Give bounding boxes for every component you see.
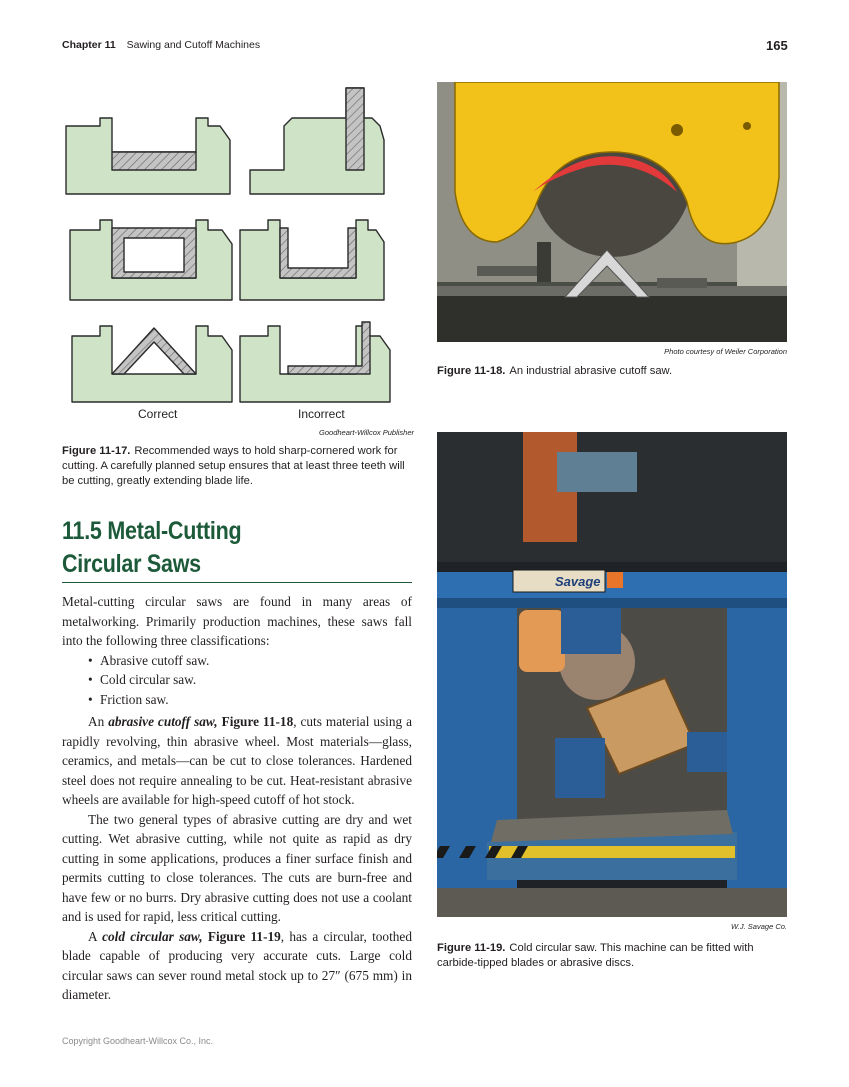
figure-11-18-photo: [437, 82, 787, 342]
section-number: 11.5: [62, 517, 102, 545]
section-title-line1: Metal-Cutting: [107, 517, 242, 545]
incorrect-upright-bar: [250, 88, 384, 194]
section-heading: [62, 515, 363, 581]
term-abrasive-cutoff-saw: abrasive cutoff saw,: [108, 714, 218, 729]
intro-paragraph: Metal-cutting circular saws are found in many areas of metalworking. Primarily production machines, these saws fall into the following three classifications:: [62, 594, 412, 648]
figure-11-19-caption: [437, 941, 789, 971]
copyright-footer: Copyright Goodheart-Willcox Co., Inc.: [62, 1036, 214, 1046]
figure-11-17-caption: [62, 444, 412, 489]
chapter-title: Sawing and Cutoff Machines: [126, 39, 261, 51]
machine-badge: Savage: [555, 574, 601, 589]
paragraph-abrasive: [62, 712, 412, 810]
classification-list: [62, 651, 412, 710]
running-header: [62, 39, 260, 51]
figure-11-17-credit: Goodheart-Willcox Publisher: [319, 428, 414, 437]
figure-ref: Figure 11-18: [221, 714, 294, 729]
text: , cuts material using a rapidly revolving, thin abrasive wheel. Most materials—glass, ceramics, and metals—can be cut to close tolerances. Hardened steel does not require annealing to be cut. Heat-resistant abrasive wheels are available for high-speed cutoff of hot stock.: [62, 714, 412, 807]
page-number: 165: [766, 38, 788, 53]
correct-tube: [70, 220, 232, 300]
paragraph-cold-saw: [62, 927, 412, 1005]
term-cold-circular-saw: cold circular saw,: [102, 928, 203, 944]
figure-11-18-credit: Photo courtesy of Weiler Corporation: [664, 347, 787, 356]
correct-angle: [72, 326, 232, 402]
incorrect-angle: [240, 322, 390, 402]
abrasive-cutoff-saw-image: [437, 82, 787, 342]
section-title-line2: Circular Saws: [62, 550, 201, 578]
caption-text: Cold circular saw. This machine can be fitted with carbide-tipped blades or abrasive discs.: [437, 942, 754, 969]
heading-rule: [62, 582, 412, 583]
incorrect-channel: [240, 220, 384, 300]
figure-ref: Figure 11-19: [207, 928, 281, 944]
vise-holding-diagram: [62, 82, 414, 427]
figure-11-19-credit: W.J. Savage Co.: [731, 922, 787, 931]
caption-label: Figure 11-18.: [437, 365, 506, 377]
text: , has a circular, toothed blade capable of producing very accurate cuts. Large cold circular saws can sever round metal stock up to 27″ (675 mm) in diameter.: [62, 928, 412, 1002]
body-text: [62, 592, 412, 1005]
label-correct: Correct: [138, 407, 178, 421]
list-item: • Abrasive cutoff saw.: [100, 651, 412, 671]
figure-11-17: [62, 82, 414, 442]
text: A: [88, 928, 103, 944]
label-incorrect: Incorrect: [298, 407, 345, 421]
caption-label: Figure 11-19.: [437, 942, 506, 954]
list-item: • Cold circular saw.: [100, 670, 412, 690]
correct-flat-bar: [66, 118, 230, 194]
figure-11-18-caption: [437, 364, 787, 379]
caption-text: Recommended ways to hold sharp-cornered work for cutting. A carefully planned setup ensures that at least three teeth will be cutting, greatly extending blade life.: [62, 445, 405, 487]
caption-text: An industrial abrasive cutoff saw.: [509, 365, 673, 377]
figure-11-19-photo: [437, 432, 787, 917]
list-item: • Friction saw.: [100, 690, 412, 710]
chapter-number: Chapter 11: [62, 39, 116, 51]
paragraph-wet-dry: The two general types of abrasive cutting are dry and wet cutting. Wet abrasive cutting, while not quite as rapid as dry cutting in some applications, produces a finer surface finish and permits cutting to close tolerances. The cuts are burn-free and have few or no burrs. Dry abrasive cutting does not use a coolant and is used for rapid, less critical cutting.: [62, 811, 412, 924]
text: An: [88, 714, 109, 729]
cold-circular-saw-image: [437, 432, 787, 917]
caption-label: Figure 11-17.: [62, 445, 131, 457]
